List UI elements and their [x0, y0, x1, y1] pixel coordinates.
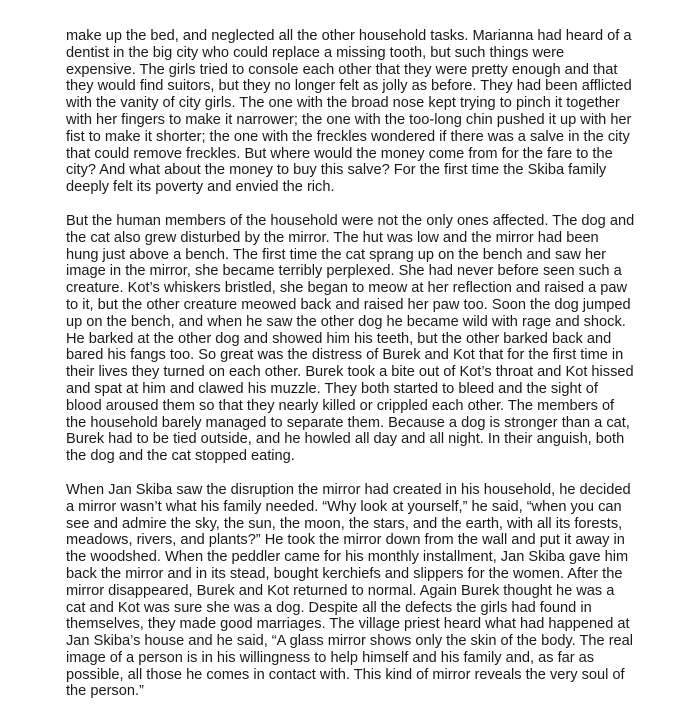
paragraph-1: make up the bed, and neglected all the other household tasks. Marianna had heard of a dentist in the big city who could replace a missing tooth, but such things were expensive. The girls tried to console each other that they were pretty enough and that they would find suitors, but they no longer felt as jolly as before. They had been afflicted with the vanity of city girls. The one with the broad nose kept trying to pinch it together with her fingers to make it narrower; the one with the too-long chin pushed it up with her fist to make it shorter; the one with the freckles wondered if there was a salve in the city that could remove freckles. But where would the money come from for the fare to the city? And what about the money to buy this salve? For the first time the Skiba family deeply felt its poverty and envied the rich. — [66, 28, 632, 196]
document-page — [66, 28, 640, 700]
paragraph-2: But the human members of the household were not the only ones affected. The dog and the cat also grew disturbed by the mirror. The hut was low and the mirror had been hung just above a bench. The first time the cat sprang up on the bench and saw her image in the mirror, she became terribly perplexed. She had never before seen such a creature. Kot’s whiskers bristled, she began to meow at her reflection and raised a paw to it, but the other creature meowed back and raised her paw too. Soon the dog jumped up on the bench, and when he saw the other dog he became wild with rage and shock. He barked at the other dog and showed him his teeth, but the other barked back and bared his fangs too. So great was the distress of Burek and Kot that for the first time in their lives they turned on each other. Burek took a bite out of Kot’s throat and Kot hissed and spat at him and clawed his muzzle. They both started to bleed and the sight of blood aroused them so that they nearly killed or crippled each other. The members of the household barely managed to separate them. Because a dog is stronger than a cat, Burek had to be tied outside, and he howled all day and all night. In their anguish, both the dog and the cat stopped eating. — [66, 212, 635, 465]
paragraph-3: When Jan Skiba saw the disruption the mirror had created in his household, he decided a mirror wasn’t what his family needed. “Why look at yourself,” he said, “when you can see and admire the sky, the sun, the moon, the stars, and the earth, with all its forests, meadows, rivers, and plants?” He took the mirror down from the wall and put it away in the woodshed. When the peddler came for his monthly installment, Jan Skiba gave him back the mirror and in its stead, bought kerchiefs and slippers for the women. After the mirror disappeared, Burek and Kot returned to normal. Again Burek thought he was a cat and Kot was sure she was a dog. Despite all the defects the girls had found in themselves, they made good marriages. The village priest heard what had happened at Jan Skiba’s house and he said, “A glass mirror shows only the skin of the body. The real image of a person is in his willingness to help himself and his family and, as far as possible, all those he comes in contact with. This kind of mirror reveals the very soul of the person.” — [66, 481, 634, 700]
